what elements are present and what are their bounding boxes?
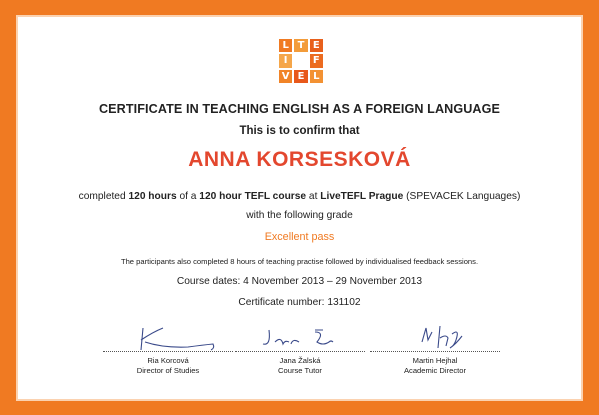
completed-mid: at [306, 191, 321, 202]
course-name: 120 hour TEFL course [199, 191, 307, 202]
logo-cell: T [294, 39, 307, 52]
logo-cell: I [279, 54, 292, 67]
signature-line [235, 351, 365, 352]
hours-value: 120 hours [128, 191, 177, 202]
grade-value: Excellent pass [264, 231, 335, 243]
participants-note: The participants also completed 8 hours of teaching practise followed by individualised feedback sessions. [120, 257, 479, 266]
livetefl-logo [279, 39, 323, 83]
recipient-name: ANNA KORSESKOVÁ [188, 148, 411, 171]
course-dates: Course dates: 4 November 2013 – 29 November 2013 [176, 276, 423, 287]
logo-cell [294, 54, 307, 67]
handwritten-signature-icon [235, 320, 365, 354]
logo-cell: F [310, 54, 323, 67]
certificate-title: CERTIFICATE IN TEACHING ENGLISH AS A FOREIGN LANGUAGE [98, 102, 501, 116]
certificate-number: Certificate number: 131102 [238, 297, 361, 308]
confirm-line: This is to confirm that [239, 125, 360, 137]
signatory-name: Martin Hejhal [412, 356, 458, 365]
grade-label: with the following grade [246, 210, 353, 221]
handwritten-signature-icon [103, 320, 233, 354]
signatory-role: Director of Studies [136, 366, 200, 375]
logo-cell: E [294, 70, 307, 83]
logo-cell: L [310, 70, 323, 83]
completed-mid: of a [176, 191, 200, 202]
school-name: LiveTEFL Prague [320, 191, 404, 202]
handwritten-signature-icon [370, 320, 500, 354]
logo-cell: V [279, 70, 292, 83]
signatory-name: Jana Žalská [279, 356, 321, 365]
signatory-role: Course Tutor [278, 366, 322, 375]
signature-block-director-of-studies [103, 320, 233, 380]
signatory-name: Ria Korcová [147, 356, 189, 365]
completion-statement [0, 191, 599, 202]
logo-cell: E [310, 39, 323, 52]
signature-block-academic-director [370, 320, 500, 380]
signatory-role: Academic Director [403, 366, 467, 375]
signature-block-course-tutor [235, 320, 365, 380]
completed-prefix: completed [78, 191, 129, 202]
logo-cell: L [279, 39, 292, 52]
signature-line [103, 351, 233, 352]
completed-suffix: (SPEVACEK Languages) [403, 191, 521, 202]
signature-line [370, 351, 500, 352]
